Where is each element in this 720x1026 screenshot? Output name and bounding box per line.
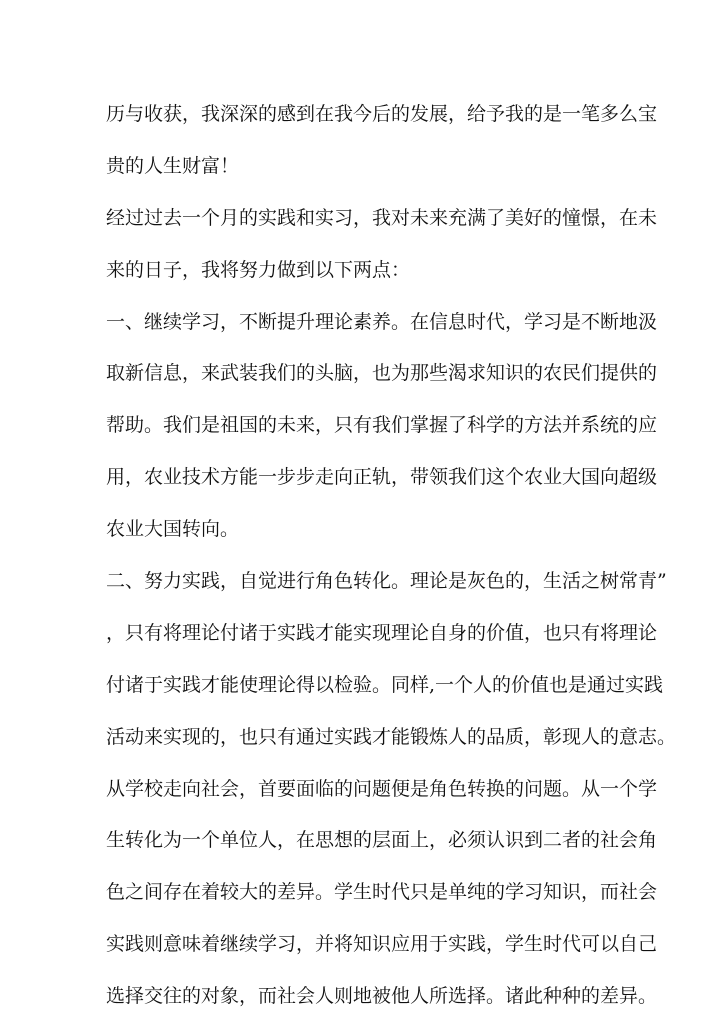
text-line: 帮助。我们是祖国的未来，只有我们掌握了科学的方法并系统的应 — [106, 414, 658, 437]
text-line: 从学校走向社会，首要面临的问题便是角色转换的问题。从一个学 — [106, 777, 658, 800]
text-line: 色之间存在着较大的差异。学生时代只是单纯的学习知识，而社会 — [106, 881, 658, 904]
text-line: 选择交往的对象，而社会人则地被他人所选择。诸此种种的差异。 — [106, 985, 658, 1008]
text-line: 农业大国转向。 — [106, 518, 240, 541]
text-line: 历与收获，我深深的感到在我今后的发展，给予我的是一笔多么宝 — [106, 103, 658, 125]
text-line: 贵的人生财富！ — [106, 154, 240, 177]
text-line: 一、继续学习，不断提升理论素养。在信息时代，学习是不断地汲 — [106, 310, 658, 333]
text-line: 活动来实现的，也只有通过实践才能锻炼人的品质，彰现人的意志。 — [106, 725, 677, 748]
text-line: 付诸于实践才能使理论得以检验。同样,一个人的价值也是通过实践 — [106, 673, 664, 696]
text-line: 取新信息，来武装我们的头脑，也为那些渴求知识的农民们提供的 — [106, 362, 658, 385]
text-line: 经过过去一个月的实践和实习，我对未来充满了美好的憧憬，在未 — [106, 206, 658, 229]
text-line: ，只有将理论付诸于实践才能实现理论自身的价值，也只有将理论 — [106, 621, 658, 644]
text-line: 用，农业技术方能一步步走向正轨，带领我们这个农业大国向超级 — [106, 466, 658, 489]
text-line: 实践则意味着继续学习，并将知识应用于实践，学生时代可以自己 — [106, 933, 658, 956]
text-line: 生转化为一个单位人，在思想的层面上，必须认识到二者的社会角 — [106, 829, 658, 852]
text-line: 二、努力实践，自觉进行角色转化。理论是灰色的，生活之树常青” — [106, 570, 667, 593]
text-line: 来的日子，我将努力做到以下两点： — [106, 258, 411, 281]
document-body — [106, 92, 677, 1026]
